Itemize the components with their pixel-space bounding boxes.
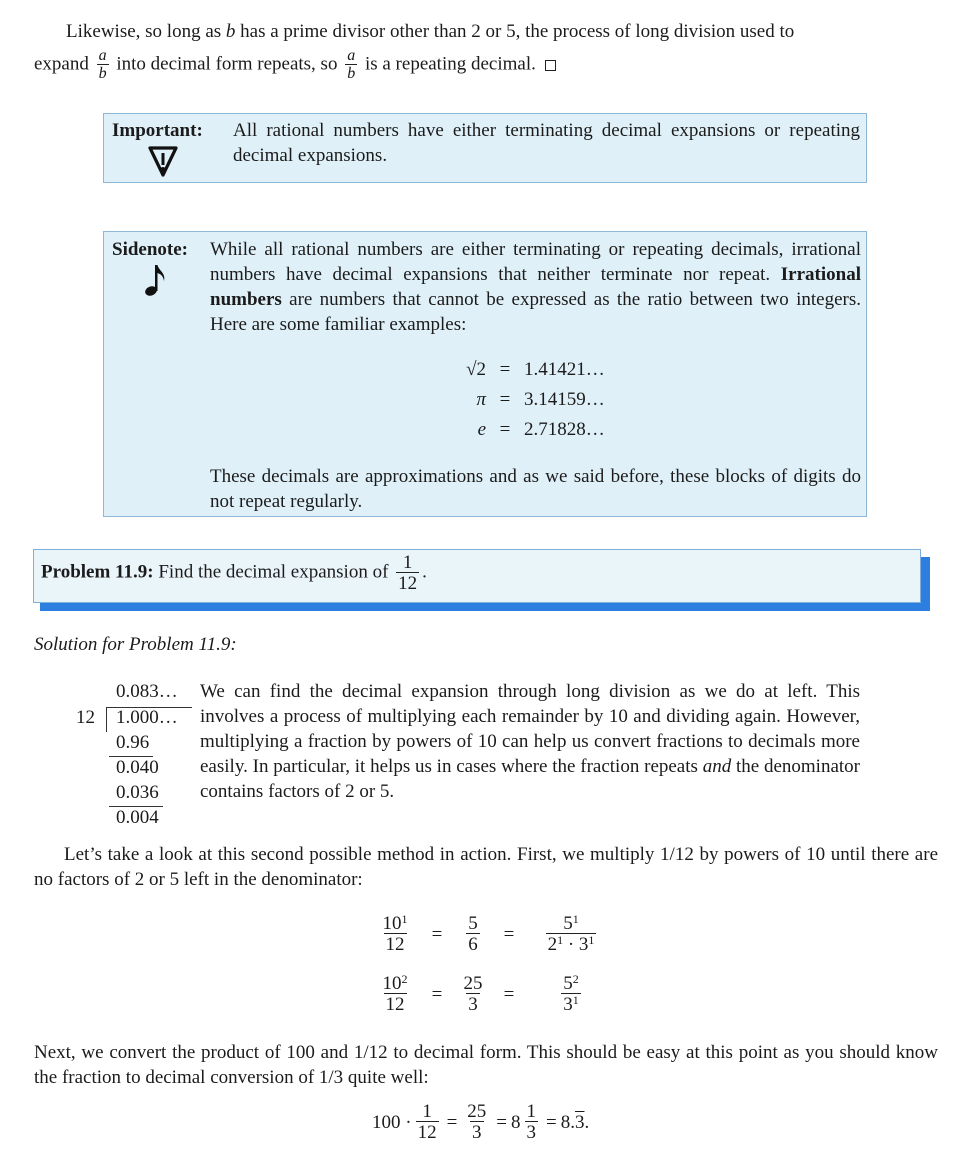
example-symbol: √2: [466, 359, 486, 380]
multiply-dot: ·: [567, 934, 575, 955]
intro-paragraph: [34, 19, 939, 82]
equals-sign: =: [499, 389, 511, 410]
long-division: [62, 679, 202, 829]
fraction: [381, 974, 410, 1014]
equals-sign: =: [431, 923, 443, 945]
fraction: [466, 914, 480, 954]
denominator: b: [347, 65, 356, 82]
numerator: 25: [463, 973, 483, 994]
numerator: a: [347, 47, 356, 64]
base: 10: [382, 913, 402, 934]
intro-text: into decimal form repeats, so: [116, 53, 338, 75]
important-box: [103, 113, 867, 183]
base: 3: [563, 994, 573, 1015]
division-step: 0.040: [116, 757, 159, 778]
variable-b: b: [225, 21, 236, 42]
denominator: 6: [468, 934, 478, 955]
division-bracket: [106, 708, 107, 732]
example-symbol: e: [477, 419, 486, 440]
sidenote-text-a: While all rational numbers are either terminating or repeating decimals, irrational numbers have decimal expansions that neither terminate nor repeat.: [210, 239, 861, 285]
denominator: 12: [398, 573, 418, 594]
dividend: 1.000…: [116, 707, 178, 728]
numerator: 1: [526, 1101, 537, 1122]
period: .: [584, 1111, 590, 1133]
fraction: [462, 974, 485, 1014]
numerator: [561, 914, 581, 933]
equation-row: [375, 904, 611, 964]
example-symbol: π: [476, 389, 486, 410]
example-row: [444, 415, 605, 445]
whole-number: 8: [511, 1111, 521, 1133]
denominator: 3: [468, 994, 478, 1015]
divisor: 12: [76, 707, 95, 728]
fraction: [525, 1102, 539, 1142]
fraction: [546, 914, 597, 954]
equals-sign: =: [496, 1111, 508, 1133]
sidenote-label: Sidenote:: [112, 239, 188, 260]
explanation-paragraph: [200, 679, 860, 804]
exponent: 2: [401, 972, 408, 986]
equals-sign: =: [446, 1111, 458, 1133]
example-row: [444, 355, 605, 385]
numerator: [561, 974, 581, 993]
solution-title: Solution for Problem 11.9:: [34, 634, 237, 655]
numerator: 1: [422, 1101, 432, 1122]
irrational-examples: [444, 355, 605, 445]
sidenote-box: [103, 231, 867, 517]
fraction: [381, 914, 410, 954]
important-text: All rational numbers have either terminating decimal expansions or repeating decimal expansions.: [233, 120, 860, 166]
denominator: 3: [526, 1122, 537, 1143]
example-value: 1.41421…: [524, 359, 605, 380]
conversion-paragraph: Next, we convert the product of 100 and 1/12 to decimal form. This should be easy at this point as you should know the fraction to decimal conversion of 1/3 quite well:: [34, 1042, 938, 1088]
fraction: [561, 974, 581, 1014]
numerator: 5: [468, 913, 478, 934]
sidenote-text-b: are numbers that cannot be expressed as the ratio between two integers. Here are some familiar examples:: [210, 289, 861, 335]
problem-statement: [41, 553, 427, 593]
fraction: [416, 1102, 439, 1142]
explanation-text: We can find the decimal expansion through long division as we do at left. This involves a process of multiplying each remainder by 10 and dividing again. However, multiplying a fraction by powers of 10 can help us convert fractions to decimals more easily. In particular, it helps us in cases where the fraction repeats: [200, 681, 860, 777]
equals-sign: =: [499, 359, 511, 380]
example-row: [444, 385, 605, 415]
equation-block: [375, 904, 611, 1024]
base: 2: [547, 934, 558, 955]
exponent: 1: [588, 933, 595, 947]
sidenote-closing-text: These decimals are approximations and as we said before, these blocks of digits do not repeat regularly.: [210, 466, 861, 512]
intro-text: has a prime divisor other than 2 or 5, the process of long division used to: [240, 21, 795, 42]
division-step: 0.96: [116, 732, 150, 753]
denominator: 3: [472, 1122, 482, 1143]
emphasis-and: and: [702, 756, 732, 777]
denominator: b: [98, 65, 107, 82]
equals-sign: =: [499, 419, 511, 440]
exponent: 1: [401, 912, 408, 926]
fraction-a-over-b: [97, 48, 109, 82]
equals-sign: =: [503, 983, 515, 1005]
base: 3: [578, 934, 589, 955]
period: .: [422, 561, 427, 583]
example-value: 3.14159…: [524, 389, 605, 410]
numerator: a: [98, 47, 107, 64]
equals-sign: =: [503, 923, 515, 945]
final-equation: [372, 1102, 589, 1142]
music-note-icon: [144, 263, 168, 297]
base: 5: [563, 913, 573, 934]
fraction-one-twelfth: [396, 553, 419, 593]
exponent: 2: [572, 972, 579, 986]
equals-sign: =: [431, 983, 443, 1005]
exponent: 1: [557, 933, 564, 947]
denominator: [546, 933, 597, 954]
fraction-a-over-b: [345, 48, 357, 82]
lead-term: 100 ·: [372, 1111, 412, 1133]
warning-triangle-icon: [146, 144, 180, 178]
exponent: 1: [572, 912, 579, 926]
intro-text: Likewise, so long as: [66, 21, 222, 42]
numerator: [381, 914, 410, 933]
result-integer-part: 8.: [560, 1111, 575, 1133]
intro-text: expand: [34, 53, 89, 75]
important-label: Important:: [112, 120, 203, 141]
sidenote-text: [210, 237, 861, 337]
problem-label: Problem 11.9:: [41, 561, 154, 583]
division-step: 0.036: [116, 782, 159, 803]
fraction: [465, 1102, 488, 1142]
denominator: 12: [385, 934, 405, 955]
intro-text: is a repeating decimal.: [364, 53, 536, 75]
denominator: 12: [417, 1122, 437, 1143]
qed-square-icon: [545, 60, 556, 71]
division-step: 0.004: [116, 807, 159, 828]
numerator: [381, 974, 410, 993]
denominator: 12: [385, 994, 405, 1015]
exponent: 1: [572, 993, 579, 1007]
denominator: [561, 993, 581, 1014]
base: 10: [382, 973, 402, 994]
bold-term: Irrational numbers: [210, 264, 861, 310]
numerator: 25: [467, 1101, 487, 1122]
method-paragraph: Let’s take a look at this second possible method in action. First, we multiply 1/12 by powers of 10 until there are no factors of 2 or 5 left in the denominator:: [34, 844, 938, 890]
problem-text: Find the decimal expansion of: [158, 561, 389, 583]
example-value: 2.71828…: [524, 419, 605, 440]
equation-row: [375, 964, 611, 1024]
quotient: 0.083…: [116, 681, 178, 702]
numerator: 1: [402, 552, 413, 573]
base: 5: [563, 973, 573, 994]
equals-sign: =: [546, 1111, 557, 1133]
problem-box: [33, 549, 921, 603]
explanation-text: the denominator contains factors of 2 or 5.: [200, 756, 861, 802]
repeating-digit: 3: [574, 1111, 585, 1133]
